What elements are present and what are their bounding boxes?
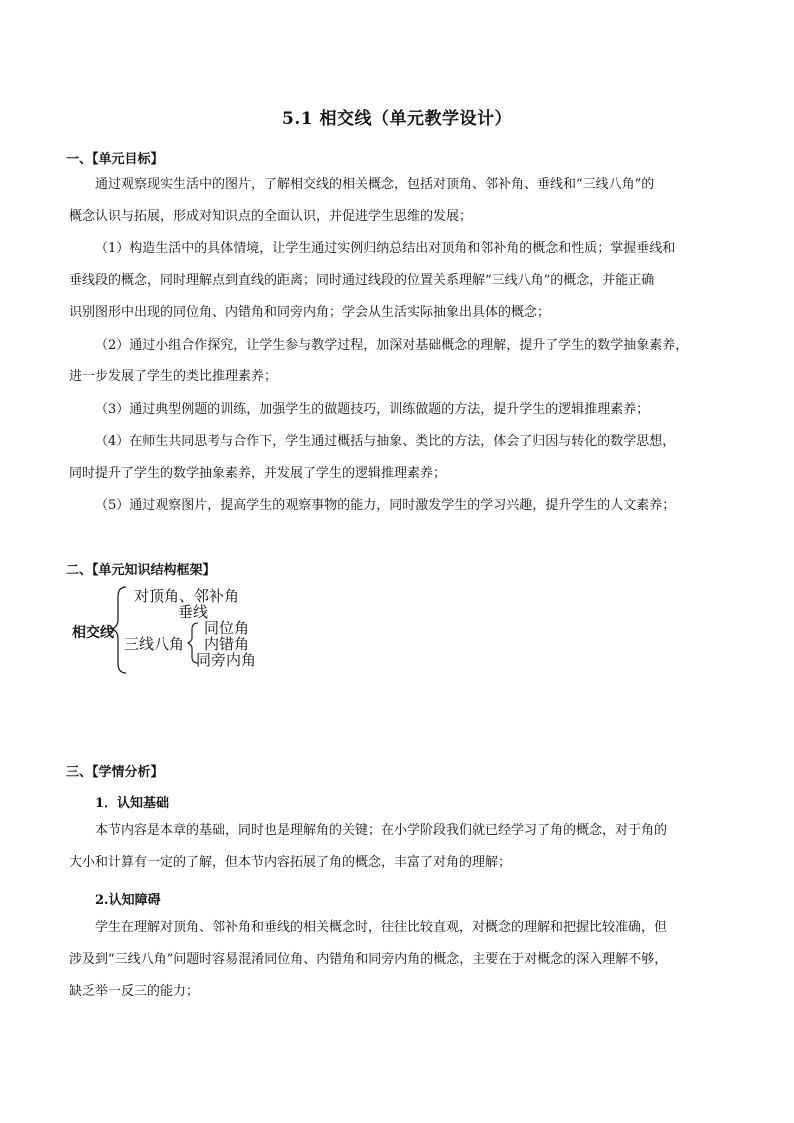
- page-title: 5.1 相交线（单元教学设计）: [282, 109, 512, 129]
- paragraph-line: （3）通过典型例题的训练，加强学生的做题技巧，训练做题的方法，提升学生的逻辑推理素养；: [95, 402, 650, 417]
- subheading-cognitive-obstacles: 2.认知障碍: [95, 893, 161, 908]
- paragraph-line: 概念认识与拓展，形成对知识点的全面认识，并促进学生思维的发展；: [69, 209, 473, 224]
- subheading-cognitive-basis: 1．认知基础: [95, 796, 170, 811]
- paragraph-line: 缺乏举一反三的能力；: [69, 984, 200, 999]
- section-heading-analysis: 三、【学情分析】: [66, 765, 164, 780]
- paragraph-line: 进一步发展了学生的类比推理素养；: [69, 369, 278, 384]
- paragraph-line: 通过观察现实生活中的图片，了解相交线的相关概念，包括对顶角、邻补角、垂线和“三线八角”的: [95, 177, 655, 192]
- diagram-root-label: 相交线: [72, 625, 114, 641]
- section-heading-framework: 二、【单元知识结构框架】: [66, 563, 216, 578]
- paragraph-line: （4）在师生共同思考与合作下，学生通过概括与抽象、类比的方法，体会了归因与转化的数学思想，: [95, 434, 676, 449]
- paragraph-line: 本节内容是本章的基础，同时也是理解角的关键；在小学阶段我们就已经学习了角的概念，对于角的: [95, 823, 668, 838]
- paragraph-line: 同时提升了学生的数学抽象素养，并发展了学生的逻辑推理素养；: [69, 466, 447, 481]
- diagram-sub-label: 内错角: [204, 635, 250, 653]
- paragraph-line: 垂线段的概念，同时理解点到直线的距离；同时通过线段的位置关系理解“三线八角”的概念，并能正确: [69, 273, 655, 288]
- knowledge-structure-diagram: [66, 583, 326, 683]
- diagram-branch-label: 垂线: [178, 603, 209, 621]
- paragraph-line: （5）通过观察图片，提高学生的观察事物的能力，同时激发学生的学习兴趣，提升学生的人文素养；: [95, 498, 676, 513]
- paragraph-line: （2）通过小组合作探究，让学生参与教学过程，加深对基础概念的理解，提升了学生的数学抽象素养，: [95, 338, 689, 353]
- paragraph-line: 大小和计算有一定的了解，但本节内容拓展了角的概念，丰富了对角的理解；: [69, 855, 512, 870]
- paragraph-line: 涉及到“三线八角”问题时容易混淆同位角、内错角和同旁内角的概念，主要在于对概念的深入理解不够，: [69, 952, 668, 967]
- diagram-sub-label: 同旁内角: [196, 651, 257, 669]
- diagram-branch-label: 对顶角、邻补角: [134, 587, 240, 605]
- paragraph-line: 识别图形中出现的同位角、内错角和同旁内角；学会从生活实际抽象出具体的概念；: [69, 305, 551, 320]
- section-heading-goals: 一、【单元目标】: [66, 152, 164, 167]
- diagram-sub-label: 同位角: [204, 619, 250, 637]
- diagram-branch-label: 三线八角: [124, 635, 185, 653]
- paragraph-line: （1）构造生活中的具体情境，让学生通过实例归纳总结出对顶角和邻补角的概念和性质；掌握垂线和: [95, 241, 676, 256]
- paragraph-line: 学生在理解对顶角、邻补角和垂线的相关概念时，往往比较直观，对概念的理解和把握比较准确，但: [95, 920, 668, 935]
- big-brace: [112, 587, 126, 673]
